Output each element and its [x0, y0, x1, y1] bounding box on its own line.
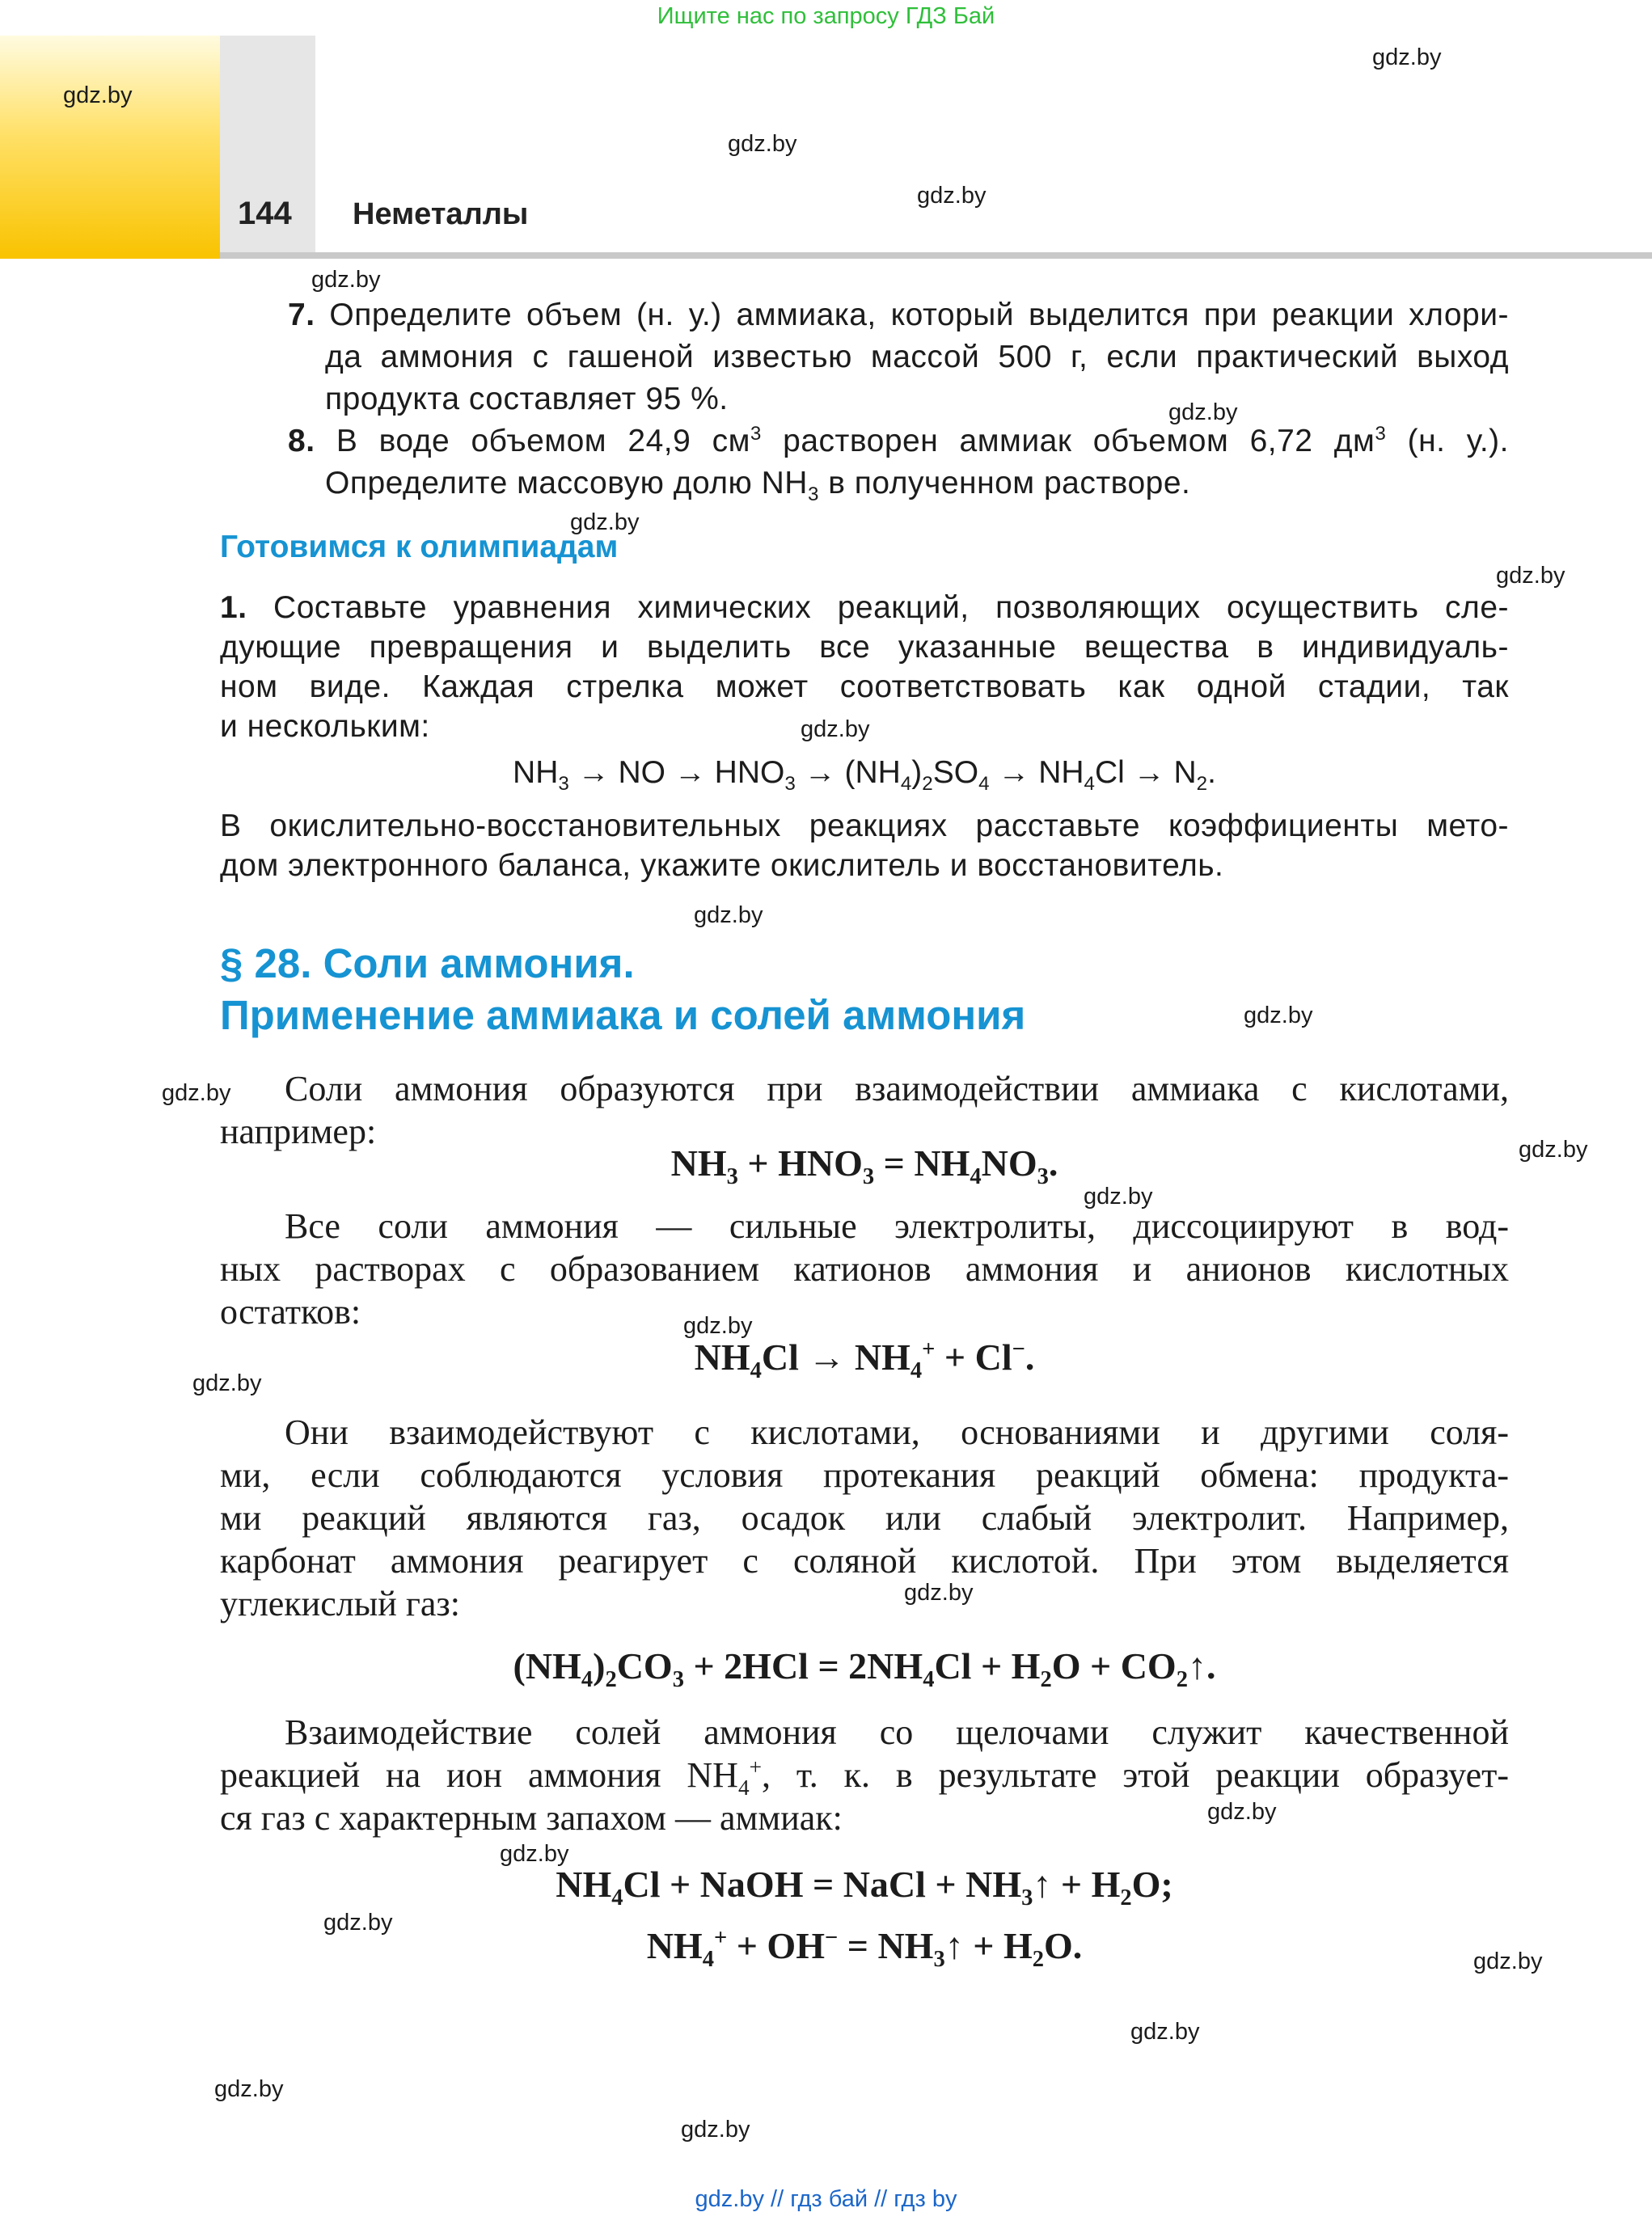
task-7-line: да аммония с гашеной известью массой 500 г, если практический выход: [325, 340, 1509, 374]
chapter-title: Неметаллы: [353, 197, 529, 231]
paragraph-line: ми, если соблюдаются условия протекания реакций обмена: продукта-: [220, 1455, 1509, 1495]
equation: $NH_4Cl \to NH_4^+ + Cl^-$.: [694, 1336, 1035, 1384]
watermark: gdz.by: [1207, 1799, 1277, 1825]
paragraph-line: ных растворах с образованием катионов аммония и анионов кислотных: [220, 1249, 1509, 1289]
watermark: gdz.by: [683, 1313, 753, 1339]
equation: $(NH_4)_2CO_3 + 2HCl = 2NH_4Cl + H_2O$ + $CO_2↑$.: [513, 1645, 1216, 1693]
paragraph-line: Соли аммония образуются при взаимодействии аммиака с кислотами,: [285, 1069, 1509, 1108]
paragraph-line: ся газ с характерным запахом — аммиак:: [220, 1798, 843, 1838]
task-7-line: продукта составляет 95 %.: [325, 382, 729, 416]
paragraph-line: Все соли аммония — сильные электролиты, диссоциируют в вод-: [285, 1206, 1509, 1246]
watermark: gdz.by: [323, 1910, 393, 1936]
section-title: § 28. Соли аммония.: [220, 940, 635, 986]
watermark: gdz.by: [214, 2076, 284, 2102]
paragraph-line: углекислый газ:: [220, 1584, 460, 1623]
olympiad-task-line: ном виде. Каждая стрелка может соответствовать как одной стадии, так: [220, 669, 1509, 704]
section-subtitle: Применение аммиака и солей аммония: [220, 992, 1026, 1038]
olympiad-note-line: дом электронного баланса, укажите окислитель и восстановитель.: [220, 848, 1224, 883]
paragraph-line: Они взаимодействуют с кислотами, основаниями и другими соля-: [285, 1412, 1509, 1452]
watermark: gdz.by: [694, 902, 763, 928]
equation: $NH_3 + HNO_3 = NH_4NO_3$.: [670, 1142, 1058, 1190]
watermark: gdz.by: [1244, 1003, 1313, 1028]
top-banner[interactable]: Ищите нас по запросу ГДЗ Бай: [657, 3, 995, 29]
task-8-line: Определите массовую долю $NH_3$ в полученном растворе.: [325, 466, 1191, 505]
olympiad-task-line: дующие превращения и выделить все указанные вещества в индивидуаль-: [220, 630, 1509, 665]
olympiad-heading: Готовимся к олимпиадам: [220, 530, 619, 564]
paragraph-line: Взаимодействие солей аммония со щелочами служит качественной: [285, 1712, 1509, 1752]
watermark: gdz.by: [1168, 399, 1238, 425]
paragraph-line: реакцией на ион аммония $NH_4^+$, т. к. в результате этой реакции образует-: [220, 1754, 1509, 1800]
watermark: gdz.by: [1473, 1948, 1543, 1974]
watermark: gdz.by: [904, 1580, 974, 1606]
watermark: gdz.by: [162, 1080, 231, 1106]
olympiad-task-line: и нескольким:: [220, 709, 430, 744]
watermark: gdz.by: [1372, 44, 1442, 70]
header-divider: [220, 252, 1652, 259]
paragraph-line: карбонат аммония реагирует с соляной кислотой. При этом выделяется: [220, 1541, 1509, 1581]
task-8-line: 8. В воде объемом 24,9 $см^3$ растворен аммиак объемом 6,72 $дм^3$ (н. у.).: [288, 423, 1510, 458]
watermark: gdz.by: [801, 716, 870, 742]
equation: $NH_4^+ + OH^-$ = $NH_3↑ + H_2O$.: [646, 1925, 1083, 1973]
task-7-line: 7. Определите объем (н. у.) аммиака, который выделится при реакции хлори-: [288, 298, 1509, 332]
olympiad-note-line: В окислительно-восстановительных реакциях расставьте коэффициенты мето-: [220, 809, 1509, 843]
watermark: gdz.by: [728, 131, 797, 157]
paragraph-line: остатков:: [220, 1292, 361, 1332]
watermark: gdz.by: [63, 82, 133, 108]
equation: $NH_4Cl$ + NaOH = NaCl + $NH_3↑ + H_2O$;: [556, 1864, 1173, 1911]
watermark: gdz.by: [570, 509, 640, 535]
paragraph-line: ми реакций являются газ, осадок или слабый электролит. Например,: [220, 1498, 1509, 1538]
watermark: gdz.by: [1084, 1184, 1153, 1210]
watermark: gdz.by: [1130, 2019, 1200, 2045]
watermark: gdz.by: [311, 267, 381, 293]
watermark: gdz.by: [1519, 1137, 1588, 1163]
olympiad-task-line: 1. Составьте уравнения химических реакций, позволяющих осуществить сле-: [220, 590, 1509, 625]
watermark: gdz.by: [500, 1841, 569, 1867]
paragraph-line: например:: [220, 1112, 377, 1151]
watermark: gdz.by: [917, 183, 987, 209]
page-number: 144: [238, 196, 292, 231]
watermark: gdz.by: [192, 1370, 262, 1396]
watermark: gdz.by: [1496, 563, 1565, 589]
transformation-chain: $NH_3$ → NO → $HNO_3 \to (NH_4)_2SO_4 \to NH_4Cl \to N_2$.: [513, 755, 1216, 795]
corner-decoration: [0, 36, 220, 259]
watermark: gdz.by: [681, 2117, 750, 2143]
footer-links[interactable]: gdz.by // гдз бай // гдз by: [695, 2186, 957, 2212]
